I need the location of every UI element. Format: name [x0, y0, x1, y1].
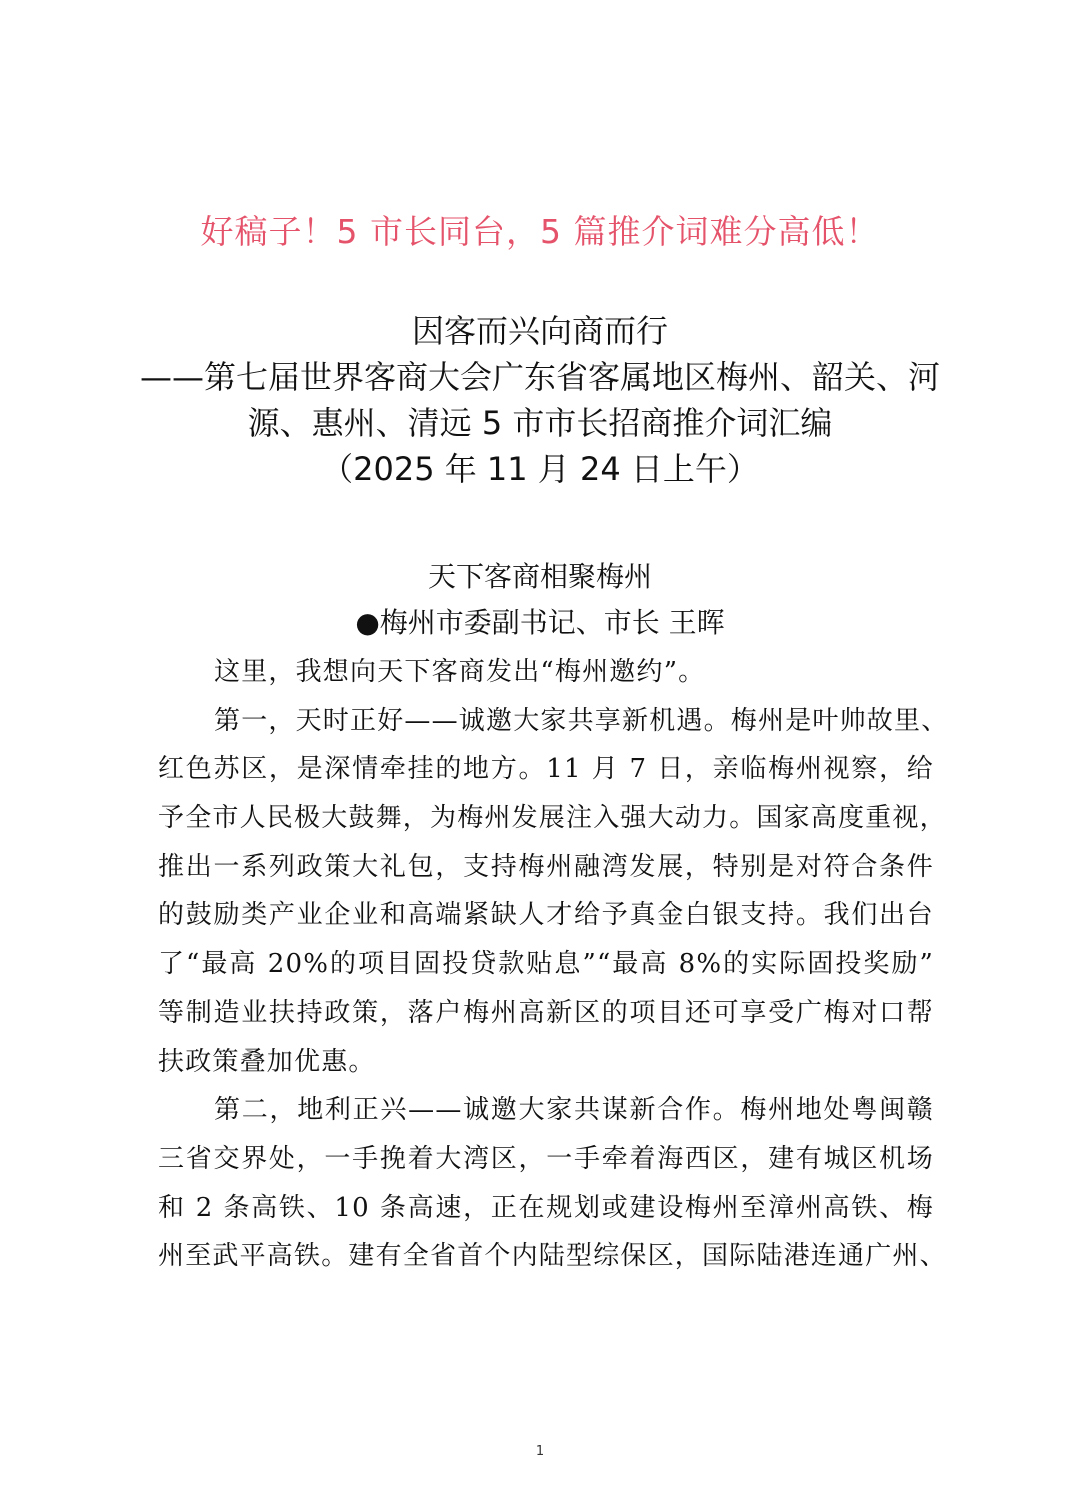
body-line: 这里，我想向天下客商发出“梅州邀约”。 [214, 657, 706, 687]
body-line: 红色苏区，是深情牵挂的地方。11 月 7 日，亲临梅州视察，给 [158, 754, 934, 785]
body-line: 的鼓励类产业企业和高端紧缺人才给予真金白银支持。我们出台 [158, 900, 934, 931]
body-line: 等制造业扶持政策，落户梅州高新区的项目还可享受广梅对口帮 [158, 997, 934, 1028]
body-line: 了“最高 20%的项目固投贷款贴息”“最高 8%的实际固投奖励” [158, 949, 934, 980]
page-number: 1 [535, 1444, 545, 1459]
title-line-3: 源、惠州、清远 5 市市长招商推介词汇编 [247, 404, 833, 442]
section-title: 天下客商相聚梅州 [427, 560, 652, 593]
title-line-1: 因客而兴向商而行 [411, 312, 668, 350]
speech-body [158, 648, 949, 1281]
speaker-byline: ●梅州市委副书记、市长 王晖 [355, 606, 725, 639]
title-date-line: （2025 年 11 月 24 日上午） [321, 450, 759, 488]
body-line: 予全市人民极大鼓舞，为梅州发展注入强大动力。国家高度重视， [158, 803, 947, 834]
body-line: 三省交界处，一手挽着大湾区，一手牵着海西区，建有城区机场 [158, 1143, 934, 1174]
title-line-2: ——第七届世界客商大会广东省客属地区梅州、韶关、河 [140, 358, 941, 396]
body-line: 和 2 条高铁、10 条高速，正在规划或建设梅州至漳州高铁、梅 [158, 1192, 934, 1223]
document-title [140, 308, 940, 492]
body-line: 第一，天时正好——诚邀大家共享新机遇。梅州是叶帅故里、 [214, 705, 949, 736]
body-line: 州至武平高铁。建有全省首个内陆型综保区，国际陆港连通广州、 [158, 1241, 947, 1272]
body-line: 第二，地利正兴——诚邀大家共谋新合作。梅州地处粤闽赣 [214, 1095, 934, 1126]
headline: 好稿子！5 市长同台，5 篇推介词难分高低！ [200, 212, 880, 251]
body-line: 推出一系列政策大礼包，支持梅州融湾发展，特别是对符合条件 [158, 851, 934, 882]
body-line: 扶政策叠加优惠。 [158, 1046, 376, 1077]
